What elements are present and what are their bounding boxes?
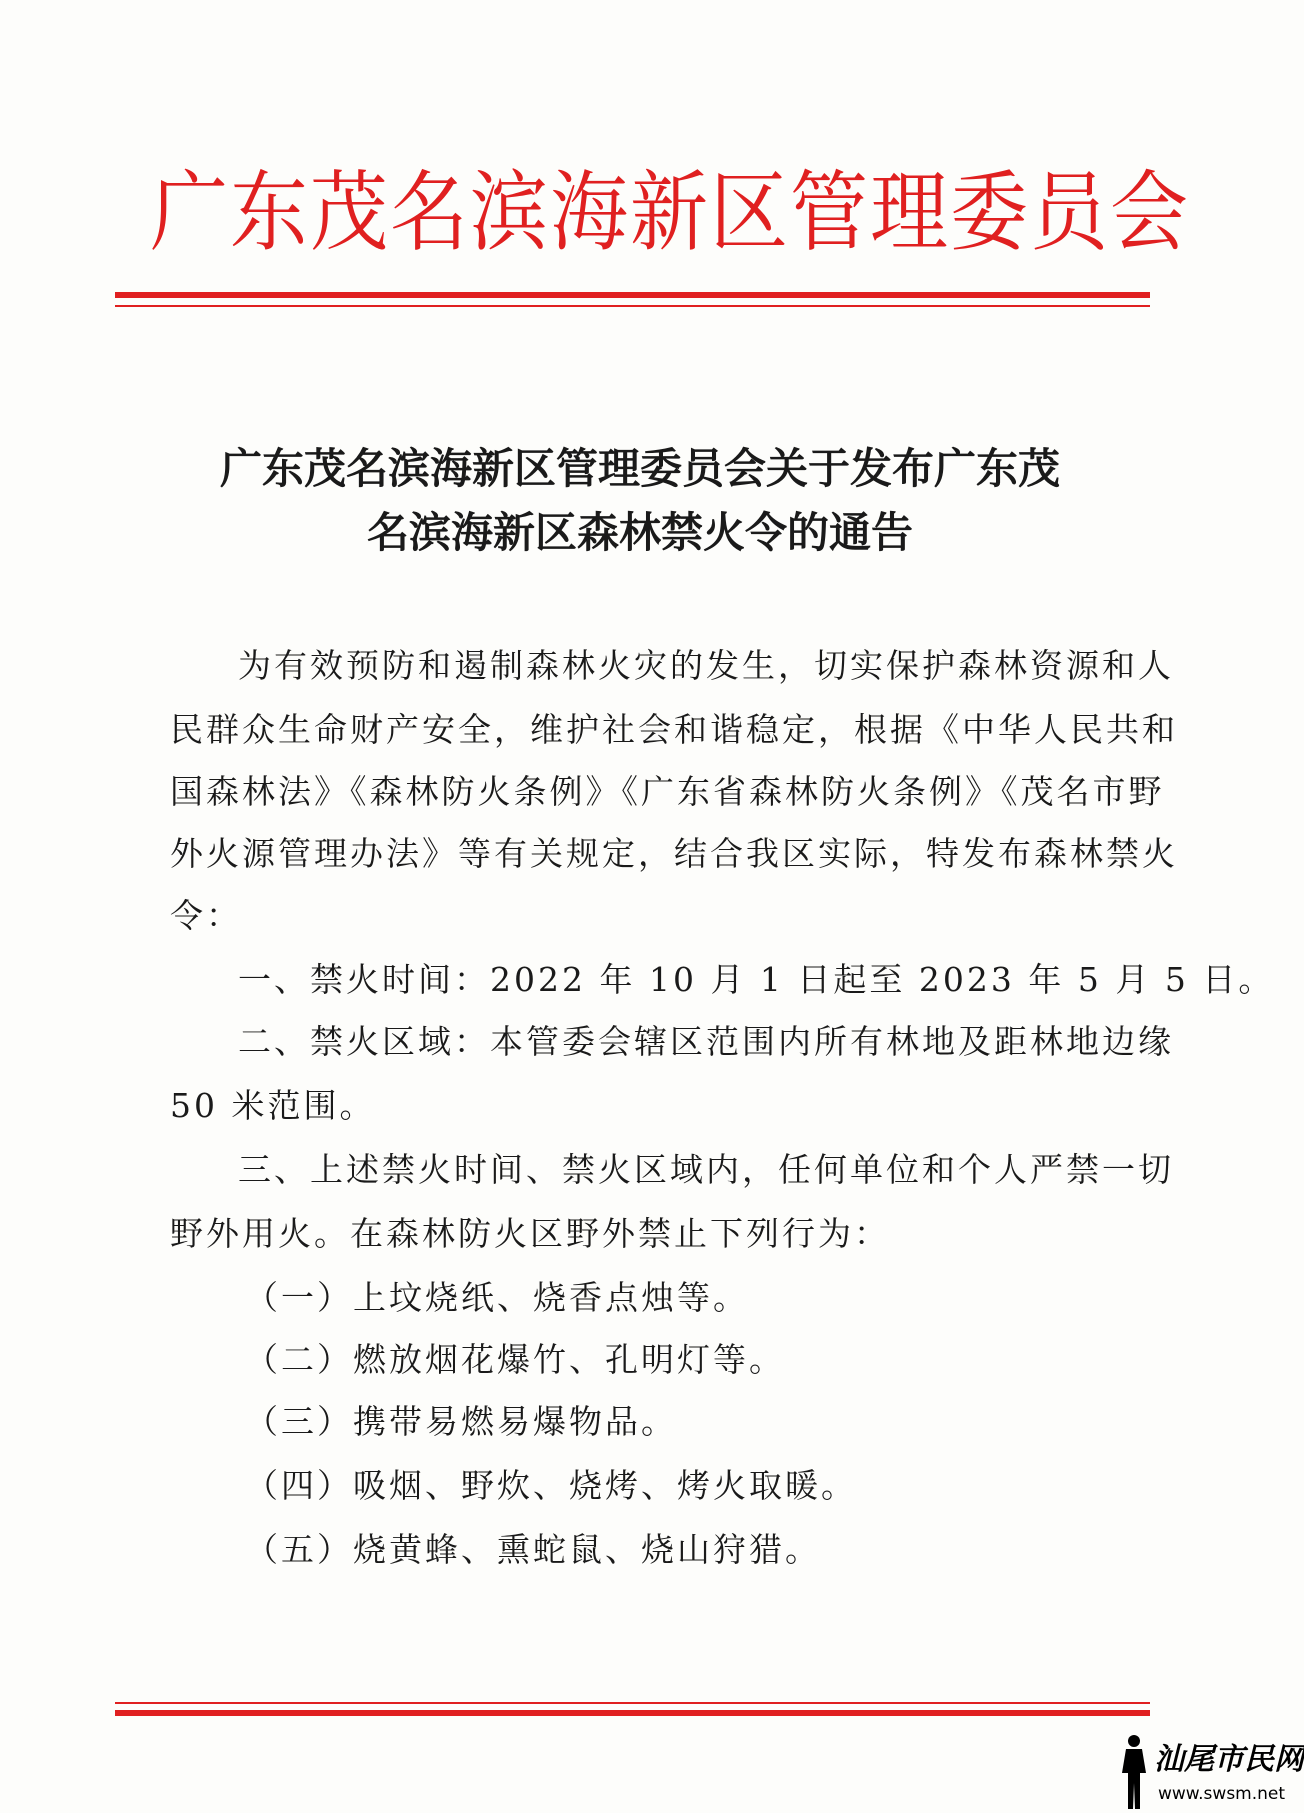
intro-line: 为有效预防和遏制森林火灾的发生，切实保护森林资源和人 [238,646,1174,685]
prohibited-item: （二）燃放烟花爆竹、孔明灯等。 [245,1340,785,1379]
clause-prohibitions-line: 野外用火。在森林防火区野外禁止下列行为： [170,1214,890,1253]
intro-line: 民群众生命财产安全，维护社会和谐稳定，根据《中华人民共和 [170,710,1178,749]
watermark-site-name: 汕尾市民网 [1154,1742,1304,1777]
footer-rule-thick [115,1710,1150,1716]
clause-ban-period: 一、禁火时间：2022 年 10 月 1 日起至 2023 年 5 月 5 日。 [238,960,1275,999]
organization-header: 广东茂名滨海新区管理委员会 [150,163,1191,264]
document-title-line-2: 名滨海新区森林禁火令的通告 [366,508,913,557]
prohibited-item: （四）吸烟、野炊、烧烤、烤火取暖。 [245,1466,857,1505]
intro-line: 外火源管理办法》等有关规定，结合我区实际，特发布森林禁火 [170,834,1178,873]
footer-rule-thin [115,1702,1150,1704]
header-rule-thick [115,292,1150,298]
prohibited-item: （五）烧黄蜂、熏蛇鼠、烧山狩猎。 [245,1530,821,1569]
document-title-line-1: 广东茂名滨海新区管理委员会关于发布广东茂 [219,444,1060,493]
clause-prohibitions-line: 三、上述禁火时间、禁火区域内，任何单位和个人严禁一切 [238,1150,1174,1189]
prohibited-item: （一）上坟烧纸、烧香点烛等。 [245,1278,749,1317]
clause-ban-area-line: 二、禁火区域：本管委会辖区范围内所有林地及距林地边缘 [238,1022,1174,1061]
watermark-url: www.swsm.net [1158,1784,1286,1804]
clause-ban-area-line: 50 米范围。 [170,1086,376,1125]
prohibited-item: （三）携带易燃易爆物品。 [245,1402,677,1441]
intro-line: 国森林法》《森林防火条例》《广东省森林防火条例》《茂名市野 [170,772,1165,811]
person-silhouette-icon [1118,1733,1150,1811]
header-rule-thin [115,305,1150,307]
intro-line: 令： [170,896,242,935]
site-watermark [1118,1733,1304,1813]
